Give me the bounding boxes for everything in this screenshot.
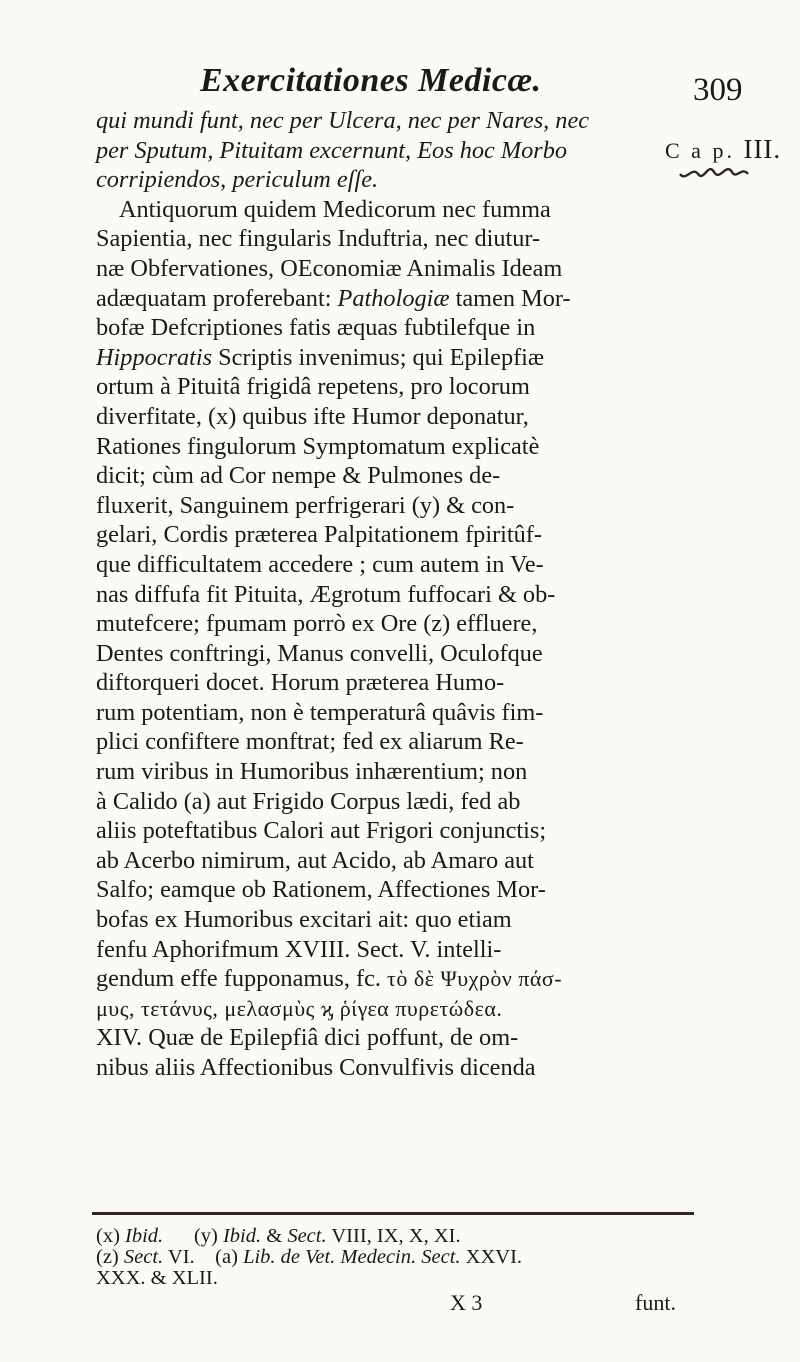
footnote-line: (x) Ibid. (y) Ibid. & Sect. VIII, IX, X, XI. [96, 1225, 461, 1247]
text-segment: Pathologiæ [337, 284, 450, 312]
text-segment: næ Obfervationes, OEconomiæ Animalis Ideam [96, 254, 563, 282]
text-segment: fenfu Aphorifmum XVIII. Sect. V. intelli- [96, 935, 502, 963]
text-line [96, 195, 696, 225]
text-segment: que difficultatem accedere ; cum autem in Ve- [96, 550, 544, 578]
text-line [96, 727, 696, 757]
text-line [96, 432, 696, 462]
text-line [96, 787, 696, 817]
greek-quote: μυς, τετάνυς, μελασμὺς ϗ ῥίγεα πυρετώδεα. [96, 995, 503, 1021]
text-line [96, 757, 696, 787]
text-segment: dicit; cùm ad Cor nempe & Pulmones de- [96, 462, 501, 490]
text-segment: ortum à Pituitâ frigidâ repetens, pro locorum [96, 373, 530, 401]
text-line [96, 402, 696, 432]
text-segment: rum viribus in Humoribus inhærentium; non [96, 758, 528, 786]
text-segment: bofæ Defcriptiones fatis æquas fubtilefque in [96, 314, 536, 342]
text-segment: rum potentiam, non è temperaturâ quâvis fim- [96, 698, 544, 726]
text-segment: nibus aliis Affectionibus Convulfivis dicenda [96, 1054, 536, 1081]
text-line [96, 580, 696, 610]
text-line [96, 935, 696, 965]
text-segment: Scriptis invenimus; qui Epilepfiæ [212, 343, 545, 371]
text-segment: nas diffufa fit Pituita, Ægrotum fuffocari & ob- [96, 580, 556, 608]
page-number: 309 [693, 72, 743, 108]
text-segment: Rationes fingulorum Symptomatum explicatè [96, 432, 540, 460]
text-line [96, 520, 696, 550]
text-segment: tamen Mor- [449, 284, 571, 312]
text-line [96, 254, 696, 284]
text-line [96, 106, 696, 136]
text-segment: mutefcere; fpumam porrò ex Ore (z) effluere, [96, 610, 538, 638]
text-segment: adæquatam proferebant: [96, 284, 338, 312]
text-segment: gendum effe fupponamus, fc. [96, 965, 388, 993]
footnote-line: XXX. & XLII. [96, 1267, 218, 1289]
text-line [96, 136, 696, 166]
text-segment: plici confiftere monftrat; fed ex aliarum Re- [96, 728, 524, 756]
text-segment: gelari, Cordis præterea Palpitationem fpiritûf- [96, 521, 542, 549]
running-title: Exercitationes Medicæ. [200, 62, 542, 99]
text-line [96, 639, 696, 669]
text-line [96, 313, 696, 343]
text-segment: diftorqueri docet. Horum præterea Humo- [96, 669, 505, 697]
text-line [96, 491, 696, 521]
text-line [96, 668, 696, 698]
text-line [96, 905, 696, 935]
text-line [96, 1023, 696, 1053]
text-segment: fluxerit, Sanguinem perfrigerari (y) & con- [96, 491, 515, 519]
footnotes [96, 1226, 696, 1289]
text-line [96, 461, 696, 491]
text-line [96, 994, 696, 1024]
text-line [96, 609, 696, 639]
text-segment: per Sputum, Pituitam excernunt, Eos hoc Morbo [96, 136, 568, 164]
chapter-label: C a p. [665, 138, 735, 163]
text-segment: à Calido (a) aut Frigido Corpus lædi, fed ab [96, 787, 521, 815]
footnote-divider [92, 1212, 694, 1215]
text-line [96, 165, 696, 195]
text-line [96, 550, 696, 580]
text-line [96, 372, 696, 402]
greek-quote: τὸ δὲ Ψυχρὸν πάσ- [387, 966, 563, 992]
text-segment: Sapientia, nec fingularis Induftria, nec diutur- [96, 225, 541, 253]
text-segment: Antiquorum quidem Medicorum nec fumma [96, 195, 551, 223]
text-segment: corripiendos, periculum eſſe. [96, 166, 379, 194]
text-segment: diverfitate, (x) quibus ifte Humor deponatur, [96, 402, 529, 430]
text-segment: Dentes conftringi, Manus convelli, Oculofque [96, 639, 543, 667]
text-line [96, 964, 696, 994]
text-line [96, 846, 696, 876]
text-segment: ab Acerbo nimirum, aut Acido, ab Amaro aut [96, 846, 534, 874]
text-segment: XIV. Quæ de Epilepfiâ dici poffunt, de om- [96, 1024, 519, 1052]
text-line [96, 816, 696, 846]
body-text [96, 106, 696, 1083]
text-segment: Hippocratis [96, 343, 213, 371]
footnote-line: (z) Sect. VI. (a) Lib. de Vet. Medecin. Sect. XXVI. [96, 1246, 523, 1268]
text-segment: Salfo; eamque ob Rationem, Affectiones Mor- [96, 876, 546, 904]
text-line [96, 875, 696, 905]
text-segment: bofas ex Humoribus excitari ait: quo etiam [96, 906, 512, 934]
text-segment: qui mundi funt, nec per Ulcera, nec per Nares, nec [96, 107, 590, 134]
text-line [96, 224, 696, 254]
chapter-number: III. [743, 134, 782, 164]
catchword: funt. [635, 1290, 676, 1315]
text-line [96, 343, 696, 373]
text-segment: aliis poteftatibus Calori aut Frigori conjunctis; [96, 817, 547, 845]
signature-mark: X 3 [450, 1290, 483, 1315]
text-line [96, 1053, 696, 1083]
text-line [96, 284, 696, 314]
page-header [0, 62, 800, 106]
text-line [96, 698, 696, 728]
